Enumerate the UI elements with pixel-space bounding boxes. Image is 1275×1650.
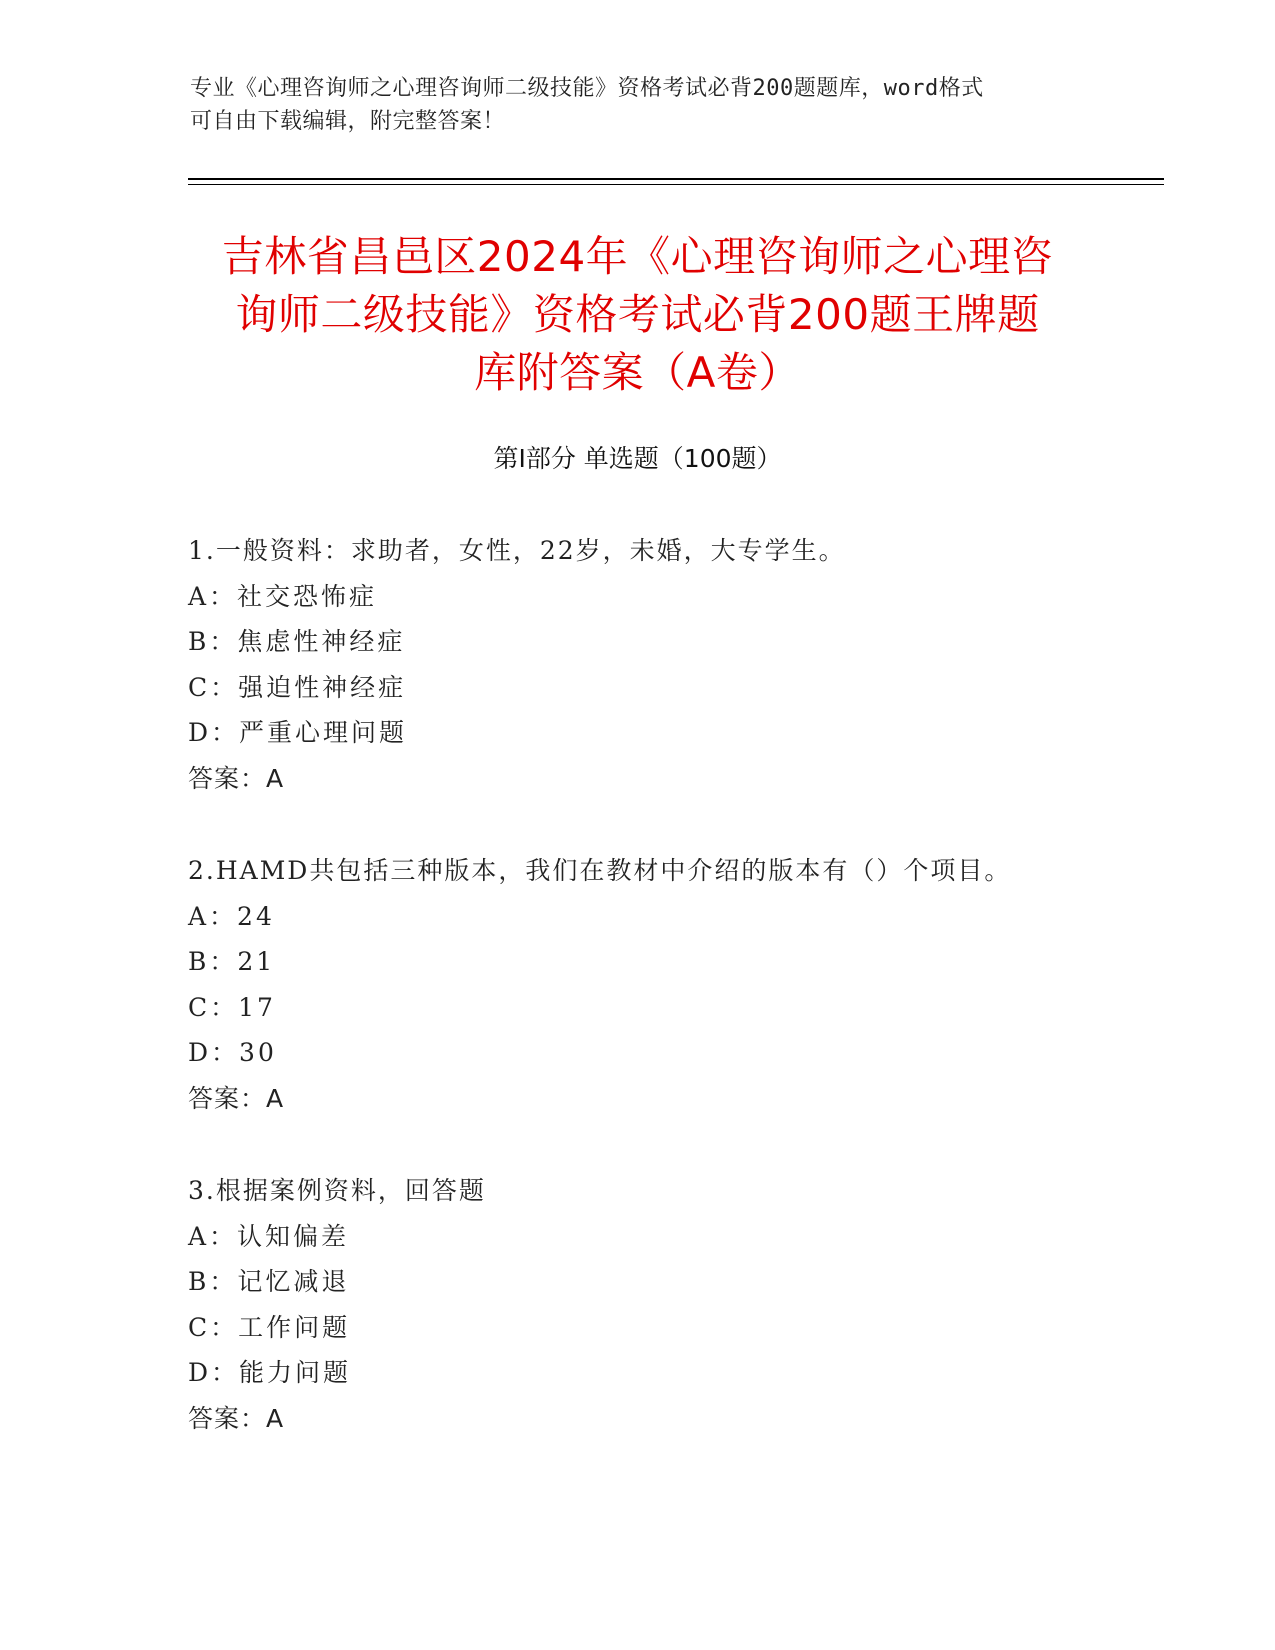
header-rule-thick (188, 178, 1164, 180)
option-b: B：焦虑性神经症 (188, 627, 406, 656)
header-rule-thin (188, 184, 1164, 185)
option-c: C：强迫性神经症 (188, 672, 407, 702)
header-note (190, 72, 1090, 138)
answer: 答案：A (188, 1403, 285, 1433)
document-title-line-3: 库附答案（A卷） (474, 348, 801, 397)
header-note-line-1: 专业《心理咨询师之心理咨询师二级技能》资格考试必背200题题库，word格式 (190, 76, 984, 101)
option-a: A：认知偏差 (188, 1221, 350, 1251)
answer: 答案：A (188, 763, 285, 793)
option-a: A：24 (188, 901, 275, 931)
header-note-line-2: 可自由下载编辑，附完整答案！ (190, 109, 506, 134)
option-d: D：30 (188, 1038, 277, 1067)
question-stem: 2.HAMD共包括三种版本，我们在教材中介绍的版本有（）个项目。 (188, 856, 1012, 885)
question-2 (188, 848, 1138, 1121)
option-b: B：21 (188, 947, 276, 976)
document-title-line-2: 询师二级技能》资格考试必背200题王牌题 (235, 290, 1040, 339)
option-b: B：记忆减退 (188, 1267, 350, 1296)
option-a: A：社交恐怖症 (188, 581, 378, 611)
option-c: C：17 (188, 992, 276, 1022)
section-heading: 第I部分 单选题（100题） (493, 444, 782, 473)
document-title (175, 228, 1100, 402)
answer: 答案：A (188, 1083, 285, 1113)
document-title-line-1: 吉林省昌邑区2024年《心理咨询师之心理咨 (221, 232, 1054, 281)
option-d: D：能力问题 (188, 1358, 352, 1387)
question-stem: 1.一般资料：求助者，女性，22岁，未婚，大专学生。 (188, 536, 846, 565)
option-d: D：严重心理问题 (188, 718, 408, 747)
question-1 (188, 528, 1138, 801)
question-3 (188, 1168, 1138, 1441)
question-stem: 3.根据案例资料，回答题 (188, 1176, 486, 1205)
option-c: C：工作问题 (188, 1312, 351, 1342)
